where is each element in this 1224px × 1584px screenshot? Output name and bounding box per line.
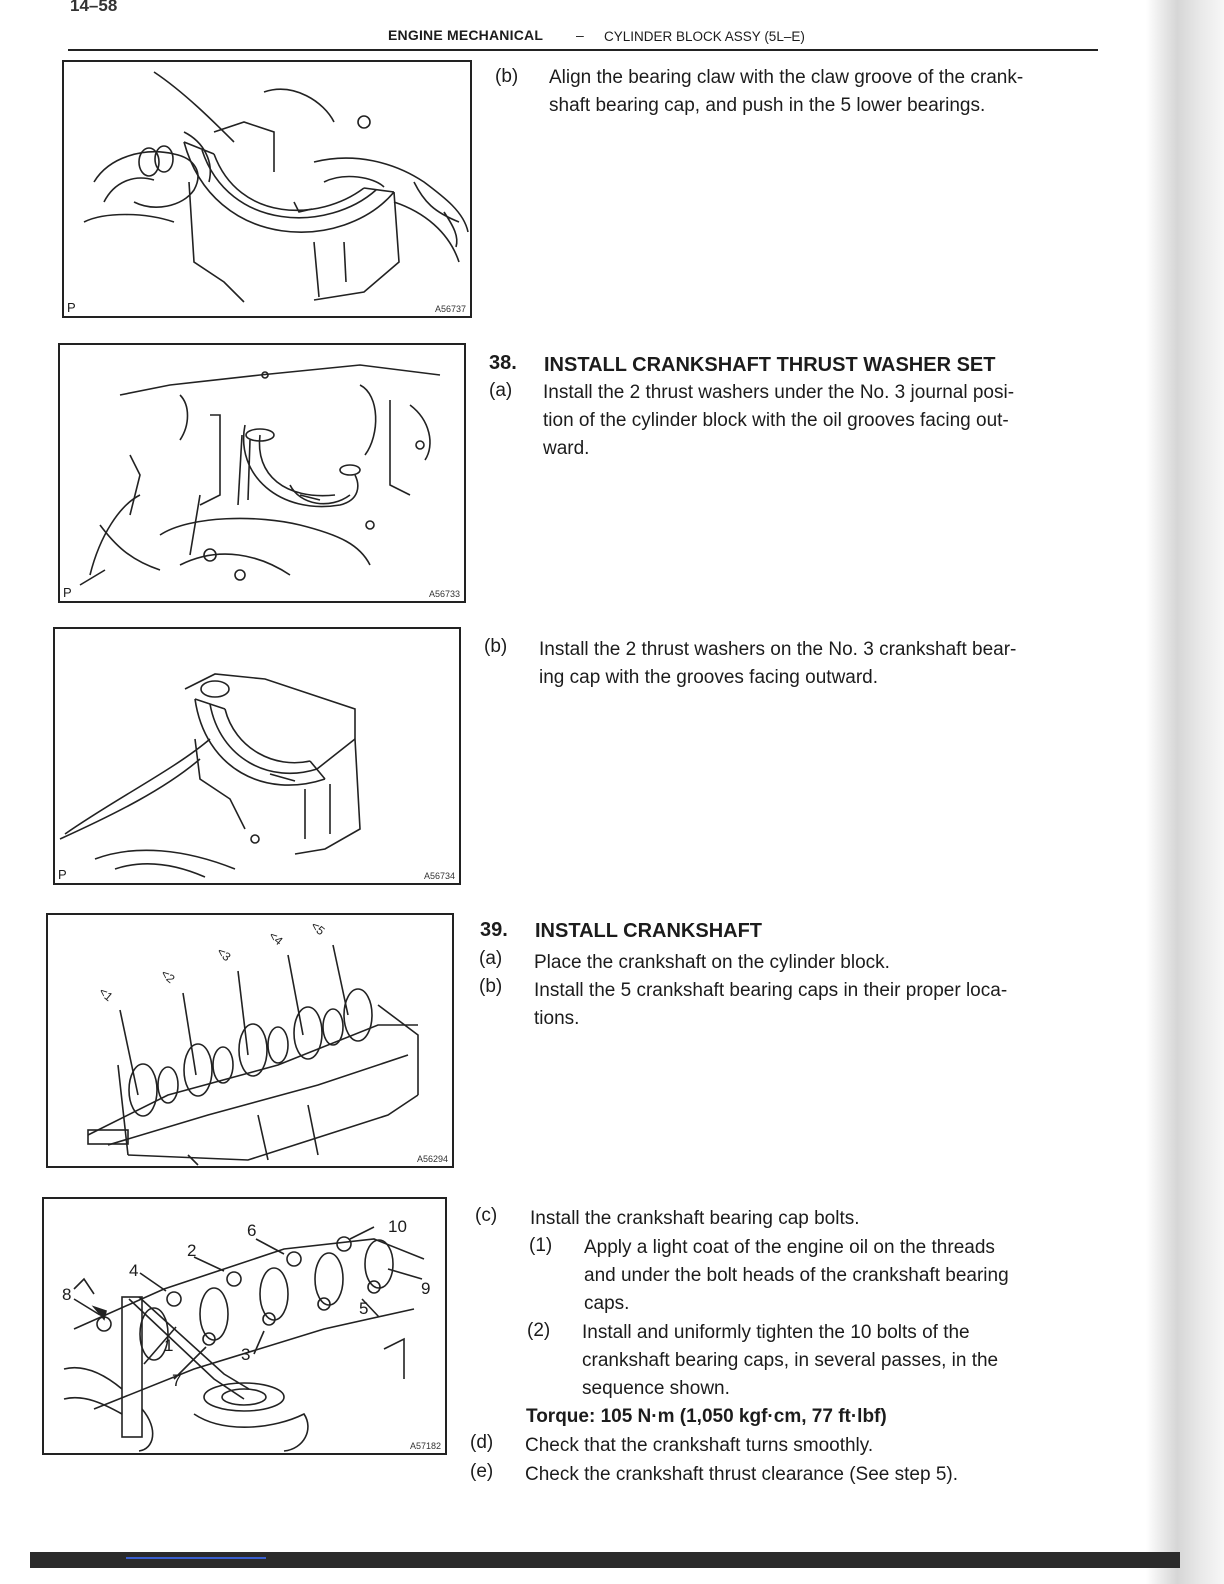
callout-4: 4	[129, 1261, 139, 1280]
callout-3: 3	[241, 1345, 251, 1364]
step-39c2-text	[582, 1319, 1092, 1403]
step-39c2-line: Install and uniformly tighten the 10 bolts of the	[582, 1322, 970, 1343]
figure-3-p-label: P	[58, 867, 67, 882]
step-39b-line: Install the 5 crankshaft bearing caps in their proper loca-	[534, 980, 1008, 1001]
footer-link-underline[interactable]	[126, 1557, 266, 1559]
figure-1-code: A56737	[434, 304, 466, 314]
step-38a-line: tion of the cylinder block with the oil grooves facing out-	[543, 410, 1009, 431]
step-39c1-line: and under the bolt heads of the crankshaft bearing	[584, 1265, 1009, 1286]
footer-bar	[30, 1552, 1180, 1568]
header-subsection-title: CYLINDER BLOCK ASSY (5L–E)	[604, 29, 805, 44]
step-39b-line: tions.	[534, 1008, 580, 1029]
torque-spec: Torque: 105 N·m (1,050 kgf·cm, 77 ft·lbf)	[526, 1406, 887, 1427]
step-38b-line: ing cap with the grooves facing outward.	[539, 667, 879, 688]
page-number: 14–58	[70, 0, 118, 15]
callout-5: 5	[359, 1299, 369, 1318]
figure-2-code: A56733	[428, 589, 460, 599]
step-39c1-line: Apply a light coat of the engine oil on the threads	[584, 1237, 995, 1258]
svg-text:<3: <3	[214, 944, 234, 965]
step-39d-label: (d)	[470, 1432, 494, 1453]
figure-2-p-label: P	[63, 585, 72, 600]
illustration-crankshaft-bearing-caps	[48, 915, 452, 1166]
step-39-title: INSTALL CRANKSHAFT	[535, 920, 763, 942]
step-39c2-label: (2)	[527, 1320, 551, 1341]
callout-8: 8	[62, 1285, 72, 1304]
illustration-bearing-cap	[64, 62, 470, 316]
step-39c1-text	[584, 1234, 1094, 1318]
step-39e-text: Check the crankshaft thrust clearance (See step 5).	[525, 1464, 958, 1485]
figure-5-code: A57182	[409, 1441, 441, 1451]
svg-text:<2: <2	[158, 966, 178, 987]
step-38a-label: (a)	[489, 380, 513, 401]
callout-6: 6	[247, 1221, 257, 1240]
figure-4-code: A56294	[416, 1154, 448, 1164]
step-39e-label: (e)	[470, 1461, 494, 1482]
step-39c2-line: sequence shown.	[582, 1378, 730, 1399]
figure-3-code: A56734	[423, 871, 455, 881]
step-39d-text: Check that the crankshaft turns smoothly.	[525, 1435, 874, 1456]
step-39c2-line: crankshaft bearing caps, in several passes, in the	[582, 1350, 999, 1371]
step-39c-label: (c)	[475, 1205, 498, 1226]
step-38b-line: Install the 2 thrust washers on the No. 3 crankshaft bear-	[539, 639, 1017, 660]
step-39b-text	[534, 977, 1094, 1033]
svg-text:<1: <1	[96, 984, 116, 1005]
callout-10: 10	[388, 1217, 407, 1236]
step-39c1-label: (1)	[529, 1235, 553, 1256]
illustration-thrust-washer-cap	[55, 629, 459, 883]
step-39b-label: (b)	[479, 976, 503, 997]
header-section-title: ENGINE MECHANICAL	[388, 27, 544, 43]
step-39c1-line: caps.	[584, 1293, 630, 1314]
step-38-title: INSTALL CRANKSHAFT THRUST WASHER SET	[544, 354, 996, 376]
step-38-number: 38.	[489, 352, 517, 374]
header-dash: –	[576, 27, 584, 43]
step-38b-text	[539, 636, 1099, 692]
figure-thrust-washer-block	[58, 343, 466, 603]
illustration-bolt-tightening	[44, 1199, 445, 1453]
page-edge-shadow	[1146, 0, 1224, 1584]
step-38b-label: (b)	[484, 636, 508, 657]
step-39-number: 39.	[480, 919, 508, 941]
step-39a-label: (a)	[479, 948, 503, 969]
step-38a-text	[543, 379, 1103, 463]
step-39c-text: Install the crankshaft bearing cap bolts.	[530, 1208, 860, 1229]
figure-1-p-label: P	[67, 300, 76, 315]
callout-9: 9	[421, 1279, 431, 1298]
svg-text:<5: <5	[308, 918, 328, 939]
step-37b-text	[549, 64, 1109, 120]
callout-7: 7	[172, 1371, 182, 1390]
step-39a-text: Place the crankshaft on the cylinder block.	[534, 952, 890, 973]
step-38a-line: ward.	[543, 438, 590, 459]
figure-crankshaft-bearing-caps	[46, 913, 454, 1168]
callout-1: 1	[164, 1336, 174, 1355]
step-37b-line: shaft bearing cap, and push in the 5 lower bearings.	[549, 95, 986, 116]
illustration-thrust-washer-block	[60, 345, 464, 601]
callout-2: 2	[187, 1241, 197, 1260]
step-38a-line: Install the 2 thrust washers under the No. 3 journal posi-	[543, 382, 1015, 403]
step-37b-line: Align the bearing claw with the claw groove of the crank-	[549, 67, 1024, 88]
figure-bearing-cap-lower-bearing	[62, 60, 472, 318]
figure-thrust-washer-cap	[53, 627, 461, 885]
step-37b-label: (b)	[495, 66, 519, 87]
header-rule	[68, 49, 1098, 51]
svg-text:<4: <4	[266, 928, 286, 949]
figure-bearing-cap-bolt-sequence	[42, 1197, 447, 1455]
